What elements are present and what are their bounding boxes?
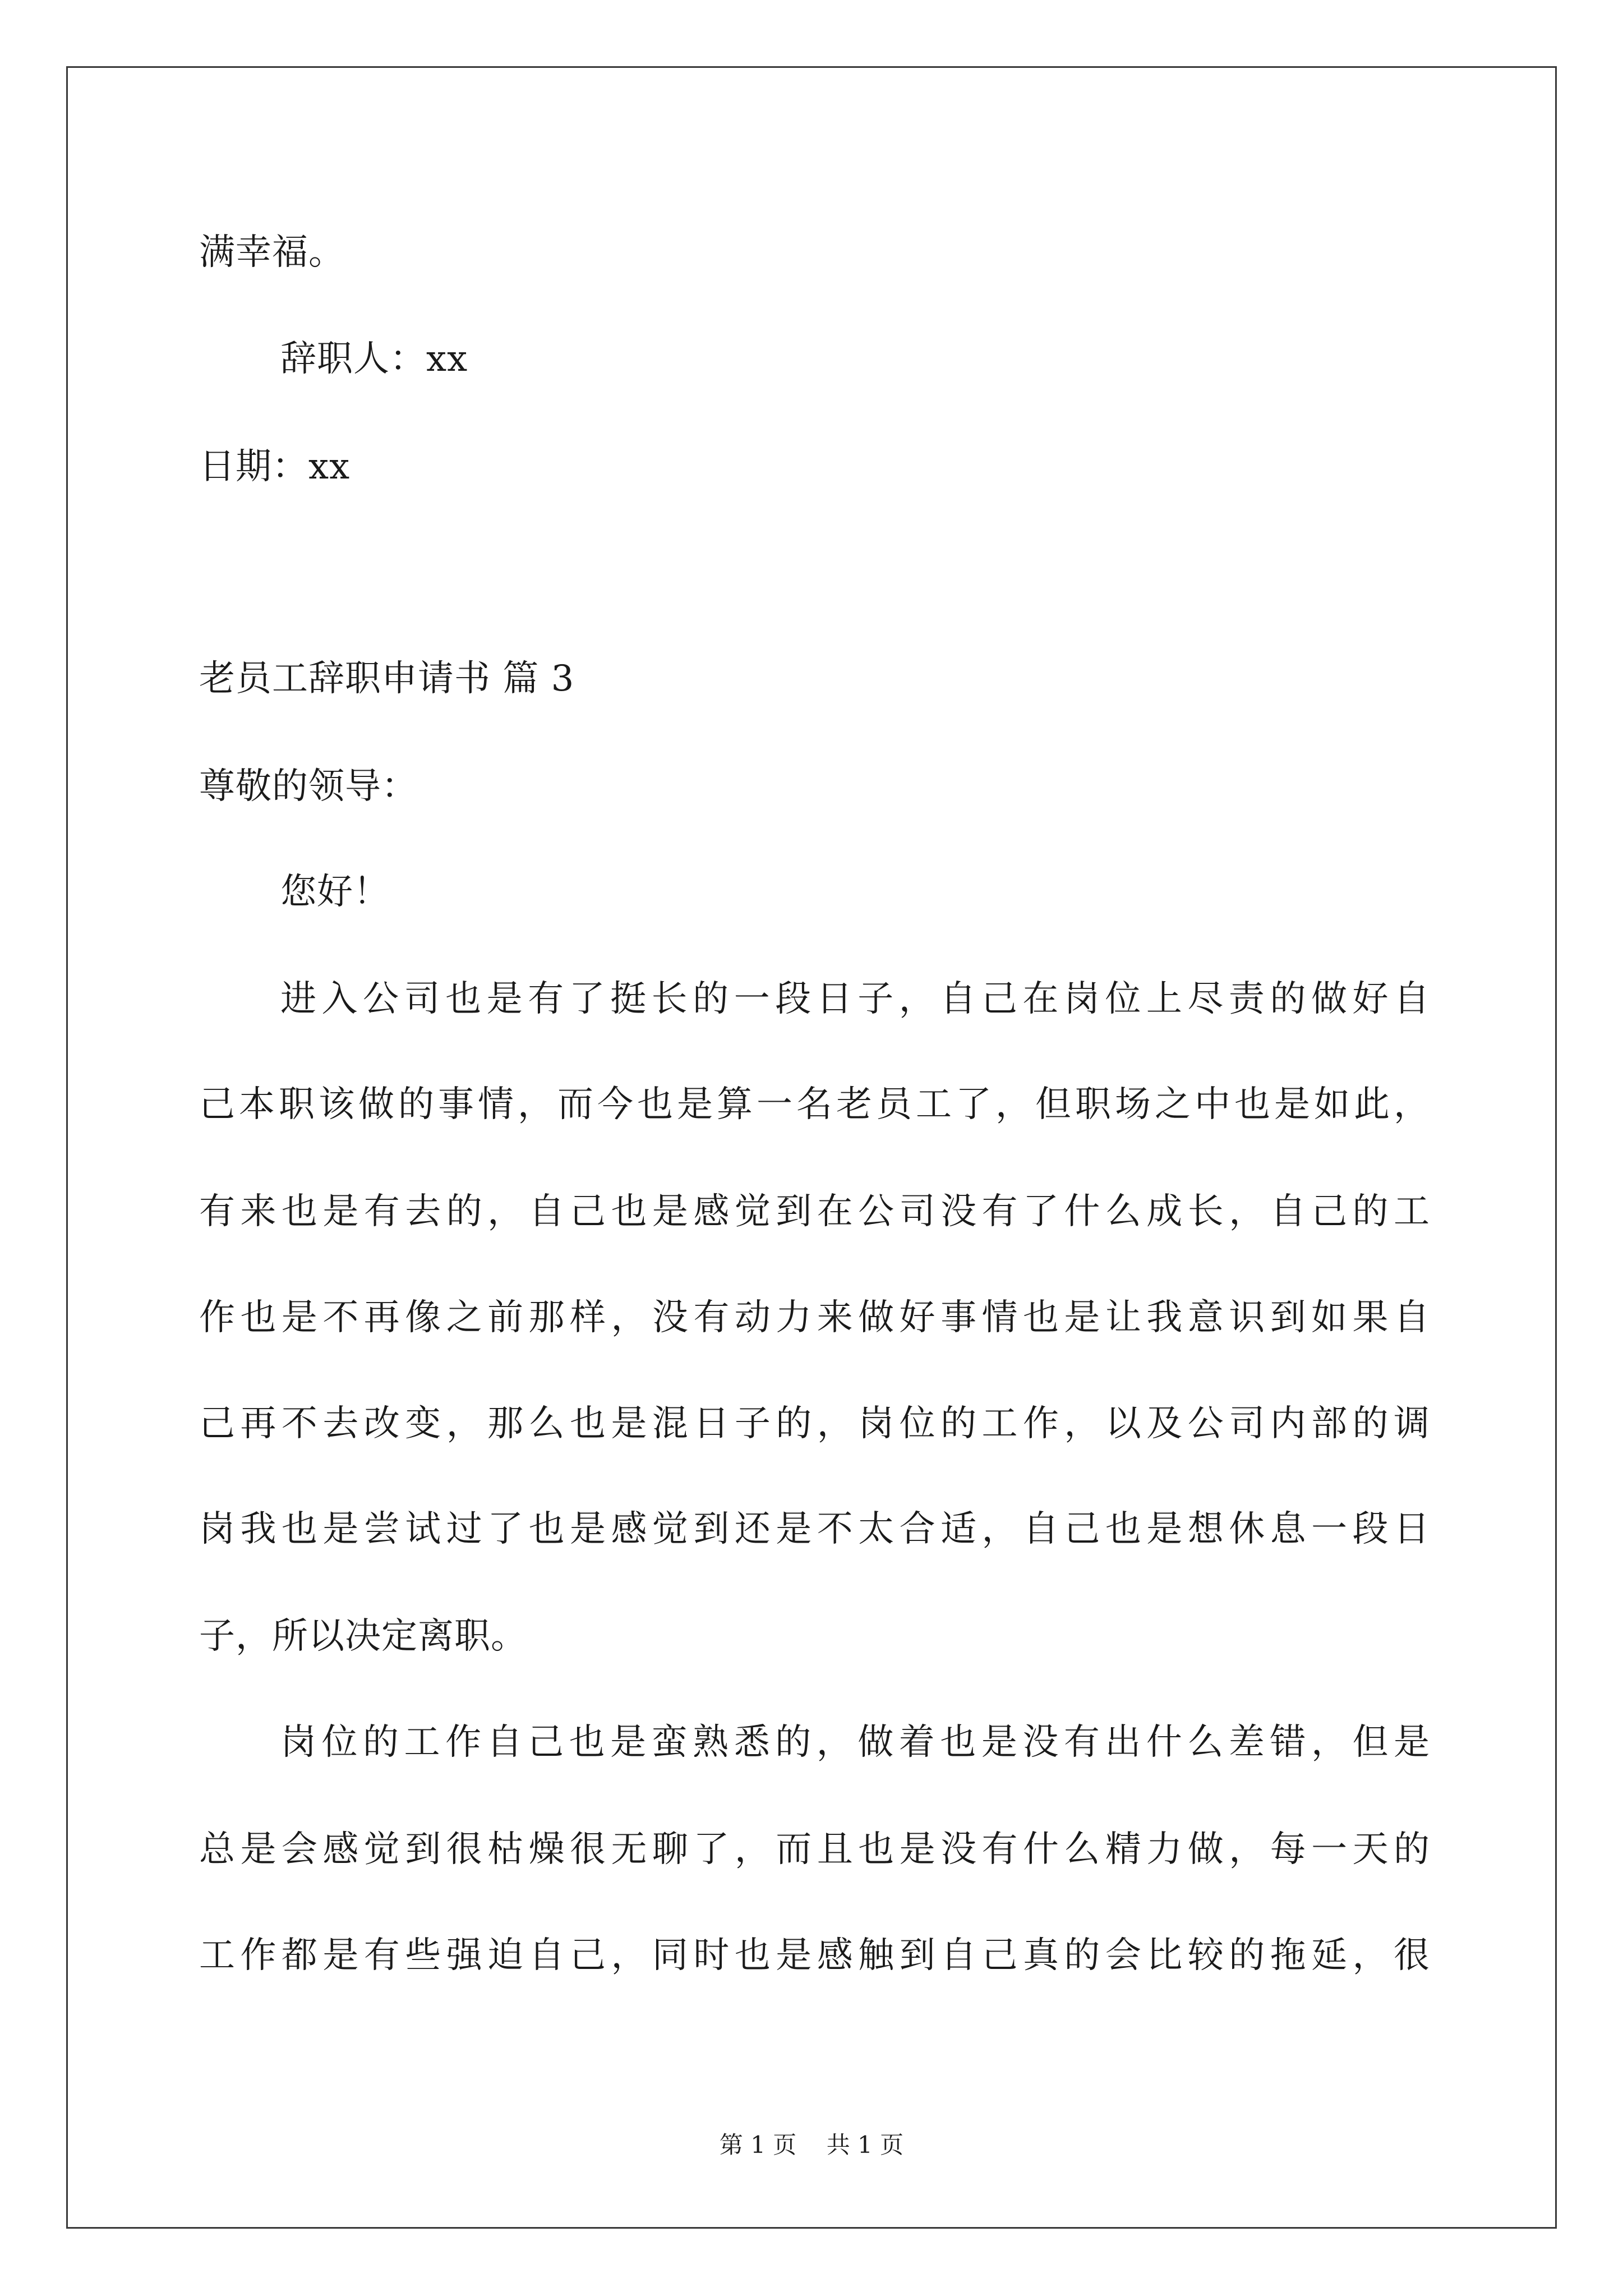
section-title: 老员工辞职申请书 篇 3 xyxy=(199,658,575,700)
greeting: 您好！ xyxy=(280,871,390,913)
paragraph-line: 有来也是有去的，自己也是感觉到在公司没有了什么成长，自己的工 xyxy=(199,1191,1430,1232)
paragraph-line: 工作都是有些强迫自己，同时也是感触到自己真的会比较的拖延，很 xyxy=(199,1935,1430,1976)
signature-line: 辞职人：xx xyxy=(280,338,468,380)
paragraph-line: 作也是不再像之前那样，没有动力来做好事情也是让我意识到如果自 xyxy=(199,1297,1430,1338)
paragraph-line: 己再不去改变，那么也是混日子的，岗位的工作，以及公司内部的调 xyxy=(199,1403,1430,1444)
paragraph-line: 总是会感觉到很枯燥很无聊了，而且也是没有什么精力做，每一天的 xyxy=(199,1829,1430,1870)
date-line: 日期：xx xyxy=(199,446,351,487)
page-number-footer: 第 1 页 共 1 页 xyxy=(719,2131,904,2159)
paragraph-line: 进入公司也是有了挺长的一段日子，自己在岗位上尽责的做好自 xyxy=(280,978,1430,1020)
page-border xyxy=(66,66,1557,2229)
text-line: 满幸福。 xyxy=(199,232,345,273)
paragraph-line: 子，所以决定离职。 xyxy=(199,1616,527,1657)
paragraph-line: 岗位的工作自己也是蛮熟悉的，做着也是没有出什么差错，但是 xyxy=(280,1722,1430,1763)
salutation: 尊敬的领导： xyxy=(199,766,418,807)
paragraph-line: 己本职该做的事情，而今也是算一名老员工了，但职场之中也是如此， xyxy=(199,1084,1430,1125)
paragraph-line: 岗我也是尝试过了也是感觉到还是不太合适，自己也是想休息一段日 xyxy=(199,1508,1430,1550)
